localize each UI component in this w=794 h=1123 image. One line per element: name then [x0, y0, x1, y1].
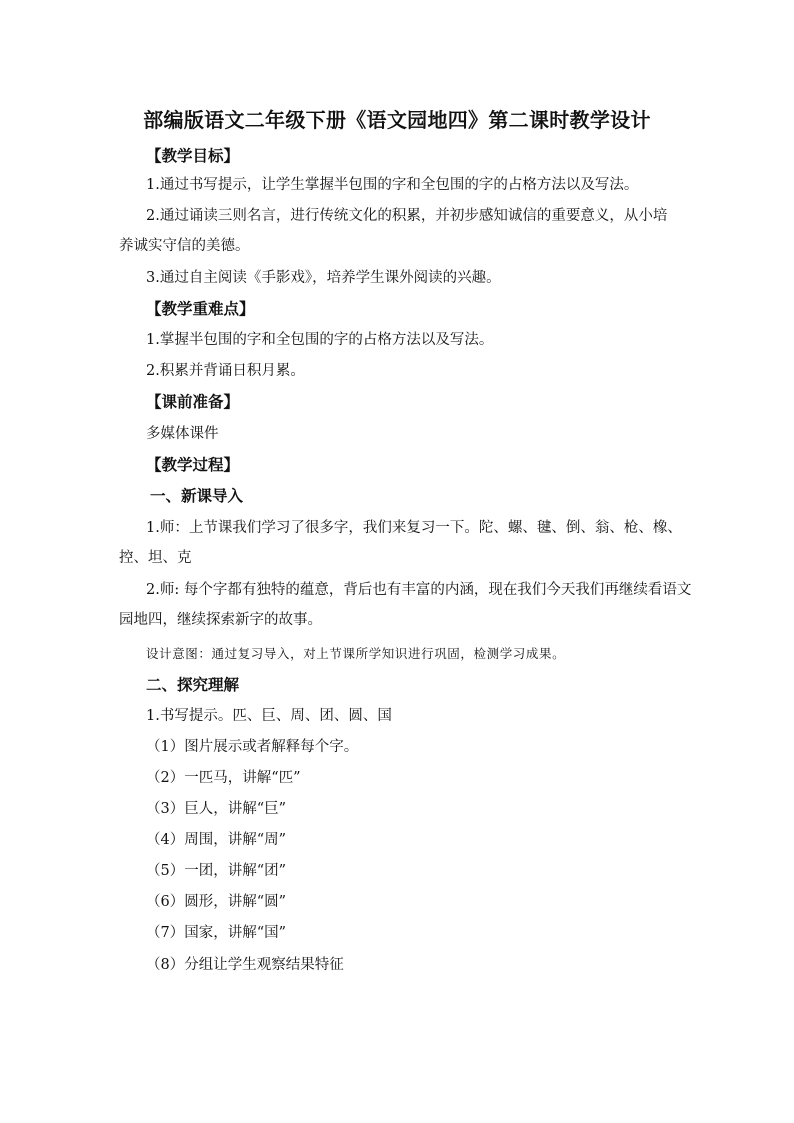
preparation-text: 多媒体课件 [146, 426, 219, 442]
section-heading-preparation: 【课前准备】 [146, 392, 240, 411]
exploration-step-4: （4）周围，讲解“周” [146, 832, 287, 848]
document-title: 部编版语文二年级下册《语文园地四》第二课时教学设计 [143, 108, 651, 132]
section-heading-key-points: 【教学重难点】 [146, 299, 255, 318]
exploration-step-6: （6）圆形，讲解“圆” [146, 894, 287, 910]
introduction-item-2-continued: 园地四，继续探索新字的故事。 [119, 612, 322, 628]
objective-item-3: 3.通过自主阅读《手影戏》，培养学生课外阅读的兴趣。 [146, 270, 501, 286]
introduction-item-1-continued: 控、坦、克 [119, 550, 192, 566]
subsection-heading-introduction: 一、新课导入 [150, 486, 244, 505]
objective-item-2: 2.通过诵读三则名言，进行传统文化的积累，并初步感知诚信的重要意义，从小培 [146, 208, 668, 224]
subsection-heading-exploration: 二、探究理解 [146, 675, 240, 694]
section-heading-objectives: 【教学目标】 [146, 146, 240, 165]
introduction-item-1: 1.师：上节课我们学习了很多字，我们来复习一下。陀、螺、毽、倒、翁、枪、橡、 [146, 520, 682, 536]
exploration-step-1: （1）图片展示或者解释每个字。 [146, 739, 359, 755]
objective-item-2-continued: 养诚实守信的美德。 [119, 238, 250, 254]
design-note: 设计意图：通过复习导入，对上节课所学知识进行巩固，检测学习成果。 [146, 646, 566, 661]
exploration-step-7: （7）国家，讲解“国” [146, 925, 287, 941]
objective-item-1: 1.通过书写提示，让学生掌握半包围的字和全包围的字的占格方法以及写法。 [146, 177, 639, 193]
exploration-item-1: 1.书写提示。匹、巨、周、团、圆、国 [146, 708, 392, 724]
key-point-item-1: 1.掌握半包围的字和全包围的字的占格方法以及写法。 [146, 332, 494, 348]
exploration-step-3: （3）巨人，讲解“巨” [146, 801, 287, 817]
key-point-item-2: 2.积累并背诵日积月累。 [146, 363, 305, 379]
exploration-step-5: （5）一团，讲解“团” [146, 863, 287, 879]
exploration-step-2: （2）一匹马，讲解“匹” [146, 770, 301, 786]
introduction-item-2: 2.师: 每个字都有独特的蕴意，背后也有丰富的内涵，现在我们今天我们再继续看语文 [146, 582, 692, 598]
exploration-step-8: （8）分组让学生观察结果特征 [146, 957, 344, 973]
section-heading-process: 【教学过程】 [146, 455, 240, 474]
